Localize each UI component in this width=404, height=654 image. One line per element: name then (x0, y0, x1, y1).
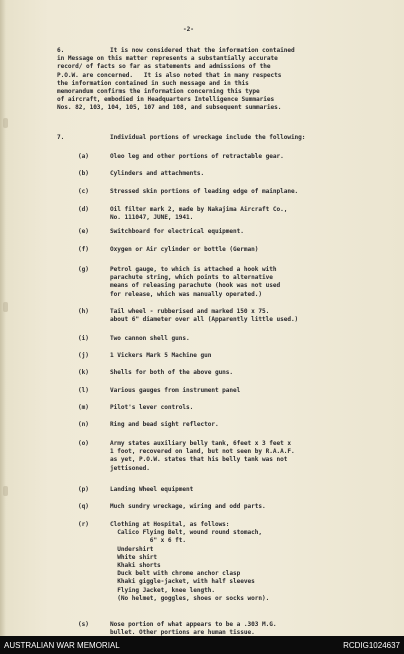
item-label: (c) (78, 188, 89, 195)
item-text: Calico Flying Belt, wound round stomach, (110, 529, 262, 537)
item-text: for release, which was manually operated.) (110, 290, 262, 298)
paragraph-6-line: the information contained in such message and in this (57, 79, 249, 87)
paragraph-6-line: record/ of facts so far as statements and admissions of the (57, 63, 271, 71)
item-text: Khaki giggle-jacket, with half sleeves (110, 578, 255, 586)
item-text: Oleo leg and other portions of retractable gear. (110, 153, 284, 160)
item-label: (g) (78, 266, 89, 273)
item-label: (a) (78, 153, 89, 160)
footer-reference: RCDIG1024637 (343, 640, 400, 650)
paragraph-7-intro: Individual portions of wreckage include the following: (110, 134, 306, 141)
paragraph-6-line: It is now considered that the information contained (110, 47, 295, 54)
paragraph-6-line: P.O.W. are concerned. It is also noted that in many respects (57, 71, 282, 79)
paragraph-number: 6. (57, 47, 65, 54)
item-text: Oxygen or Air cylinder or bottle (German) (110, 246, 259, 253)
item-text: means of releasing parachute (hook was not used (110, 282, 281, 290)
paragraph-6-line: in Message on this matter represents a substantially accurate (57, 55, 278, 63)
item-label: (f) (78, 246, 89, 253)
item-text: 1 Vickers Mark 5 Machine gun (110, 352, 212, 359)
item-text: Landing Wheel equipment (110, 486, 194, 493)
item-label: (p) (78, 486, 89, 493)
item-label: (o) (78, 440, 89, 447)
item-text: bullet. Other portions are human tissue. (110, 629, 255, 636)
item-label: (r) (78, 521, 89, 528)
item-text: (No helmet, goggles, shoes or socks worn). (110, 594, 270, 602)
item-label: (m) (78, 404, 89, 411)
item-text: Tail wheel - rubberised and marked 150 x 75. (110, 308, 270, 315)
item-text: Khaki shorts (110, 562, 161, 569)
paragraph-number: 7. (57, 134, 65, 141)
item-text: about 6" diameter over all (Apparently little used.) (110, 316, 299, 324)
item-label: (e) (78, 228, 89, 235)
archive-footer (0, 636, 404, 654)
item-label: (b) (78, 170, 89, 177)
item-text: Army states auxiliary belly tank, 6feet x 3 feet x (110, 440, 291, 447)
item-text: Undershirt (110, 545, 154, 553)
item-text: Clothing at Hospital, as follows: (110, 521, 230, 528)
item-label: (l) (78, 387, 89, 394)
item-text: Various gauges from instrument panel (110, 387, 241, 394)
item-text: 1 foot, recovered on land, but not seen by R.A.A.F. (110, 448, 295, 456)
item-text: Nose portion of what appears to be a .303 M.G. (110, 621, 277, 628)
item-text: Shells for both of the above guns. (110, 369, 234, 376)
item-label: (j) (78, 352, 89, 359)
paragraph-6-line: Nos. 82, 103, 104, 105, 107 and 108, and subsequent summaries. (57, 104, 282, 112)
item-label: (d) (78, 206, 89, 213)
item-text: White shirt (110, 553, 158, 561)
item-text: Oil filter mark 2, made by Nakajima Aircraft Co., (110, 206, 288, 213)
footer-source: AUSTRALIAN WAR MEMORIAL (4, 640, 120, 650)
item-text: Duck belt with chrome anchor clasp (110, 570, 241, 578)
item-label: (i) (78, 335, 89, 342)
item-text: Petrol gauge, to which is attached a hook with (110, 266, 277, 273)
page-number: -2- (183, 26, 194, 33)
item-text: Two cannon shell guns. (110, 335, 190, 342)
item-label: (s) (78, 621, 89, 628)
item-text: Ring and bead sight reflector. (110, 421, 219, 428)
paragraph-6-line: memorandum confirms the information concerning this type (57, 88, 260, 95)
item-label: (n) (78, 421, 89, 428)
item-text: as yet, P.O.W. states that his belly tank was not (110, 456, 288, 464)
item-label: (k) (78, 369, 89, 376)
item-text: Flying Jacket, knee length. (110, 586, 215, 594)
item-text: 6" x 6 ft. (110, 537, 186, 545)
item-text: No. 111047, JUNE, 1941. (110, 214, 194, 222)
item-text: Pilot's lever controls. (110, 404, 194, 411)
item-text: Switchboard for electrical equipment. (110, 228, 244, 235)
item-text: Stressed skin portions of leading edge of mainplane. (110, 188, 299, 195)
paragraph-6-line: of aircraft, embodied in Headquarters Intelligence Summaries (57, 96, 275, 104)
item-text: parachute string, which points to alternative (110, 274, 273, 282)
item-text: Much sundry wreckage, wiring and odd parts. (110, 503, 266, 510)
item-label: (q) (78, 503, 89, 510)
item-label: (h) (78, 308, 89, 315)
item-text: Cylinders and attachments. (110, 170, 205, 177)
item-text: jettisoned. (110, 464, 150, 472)
